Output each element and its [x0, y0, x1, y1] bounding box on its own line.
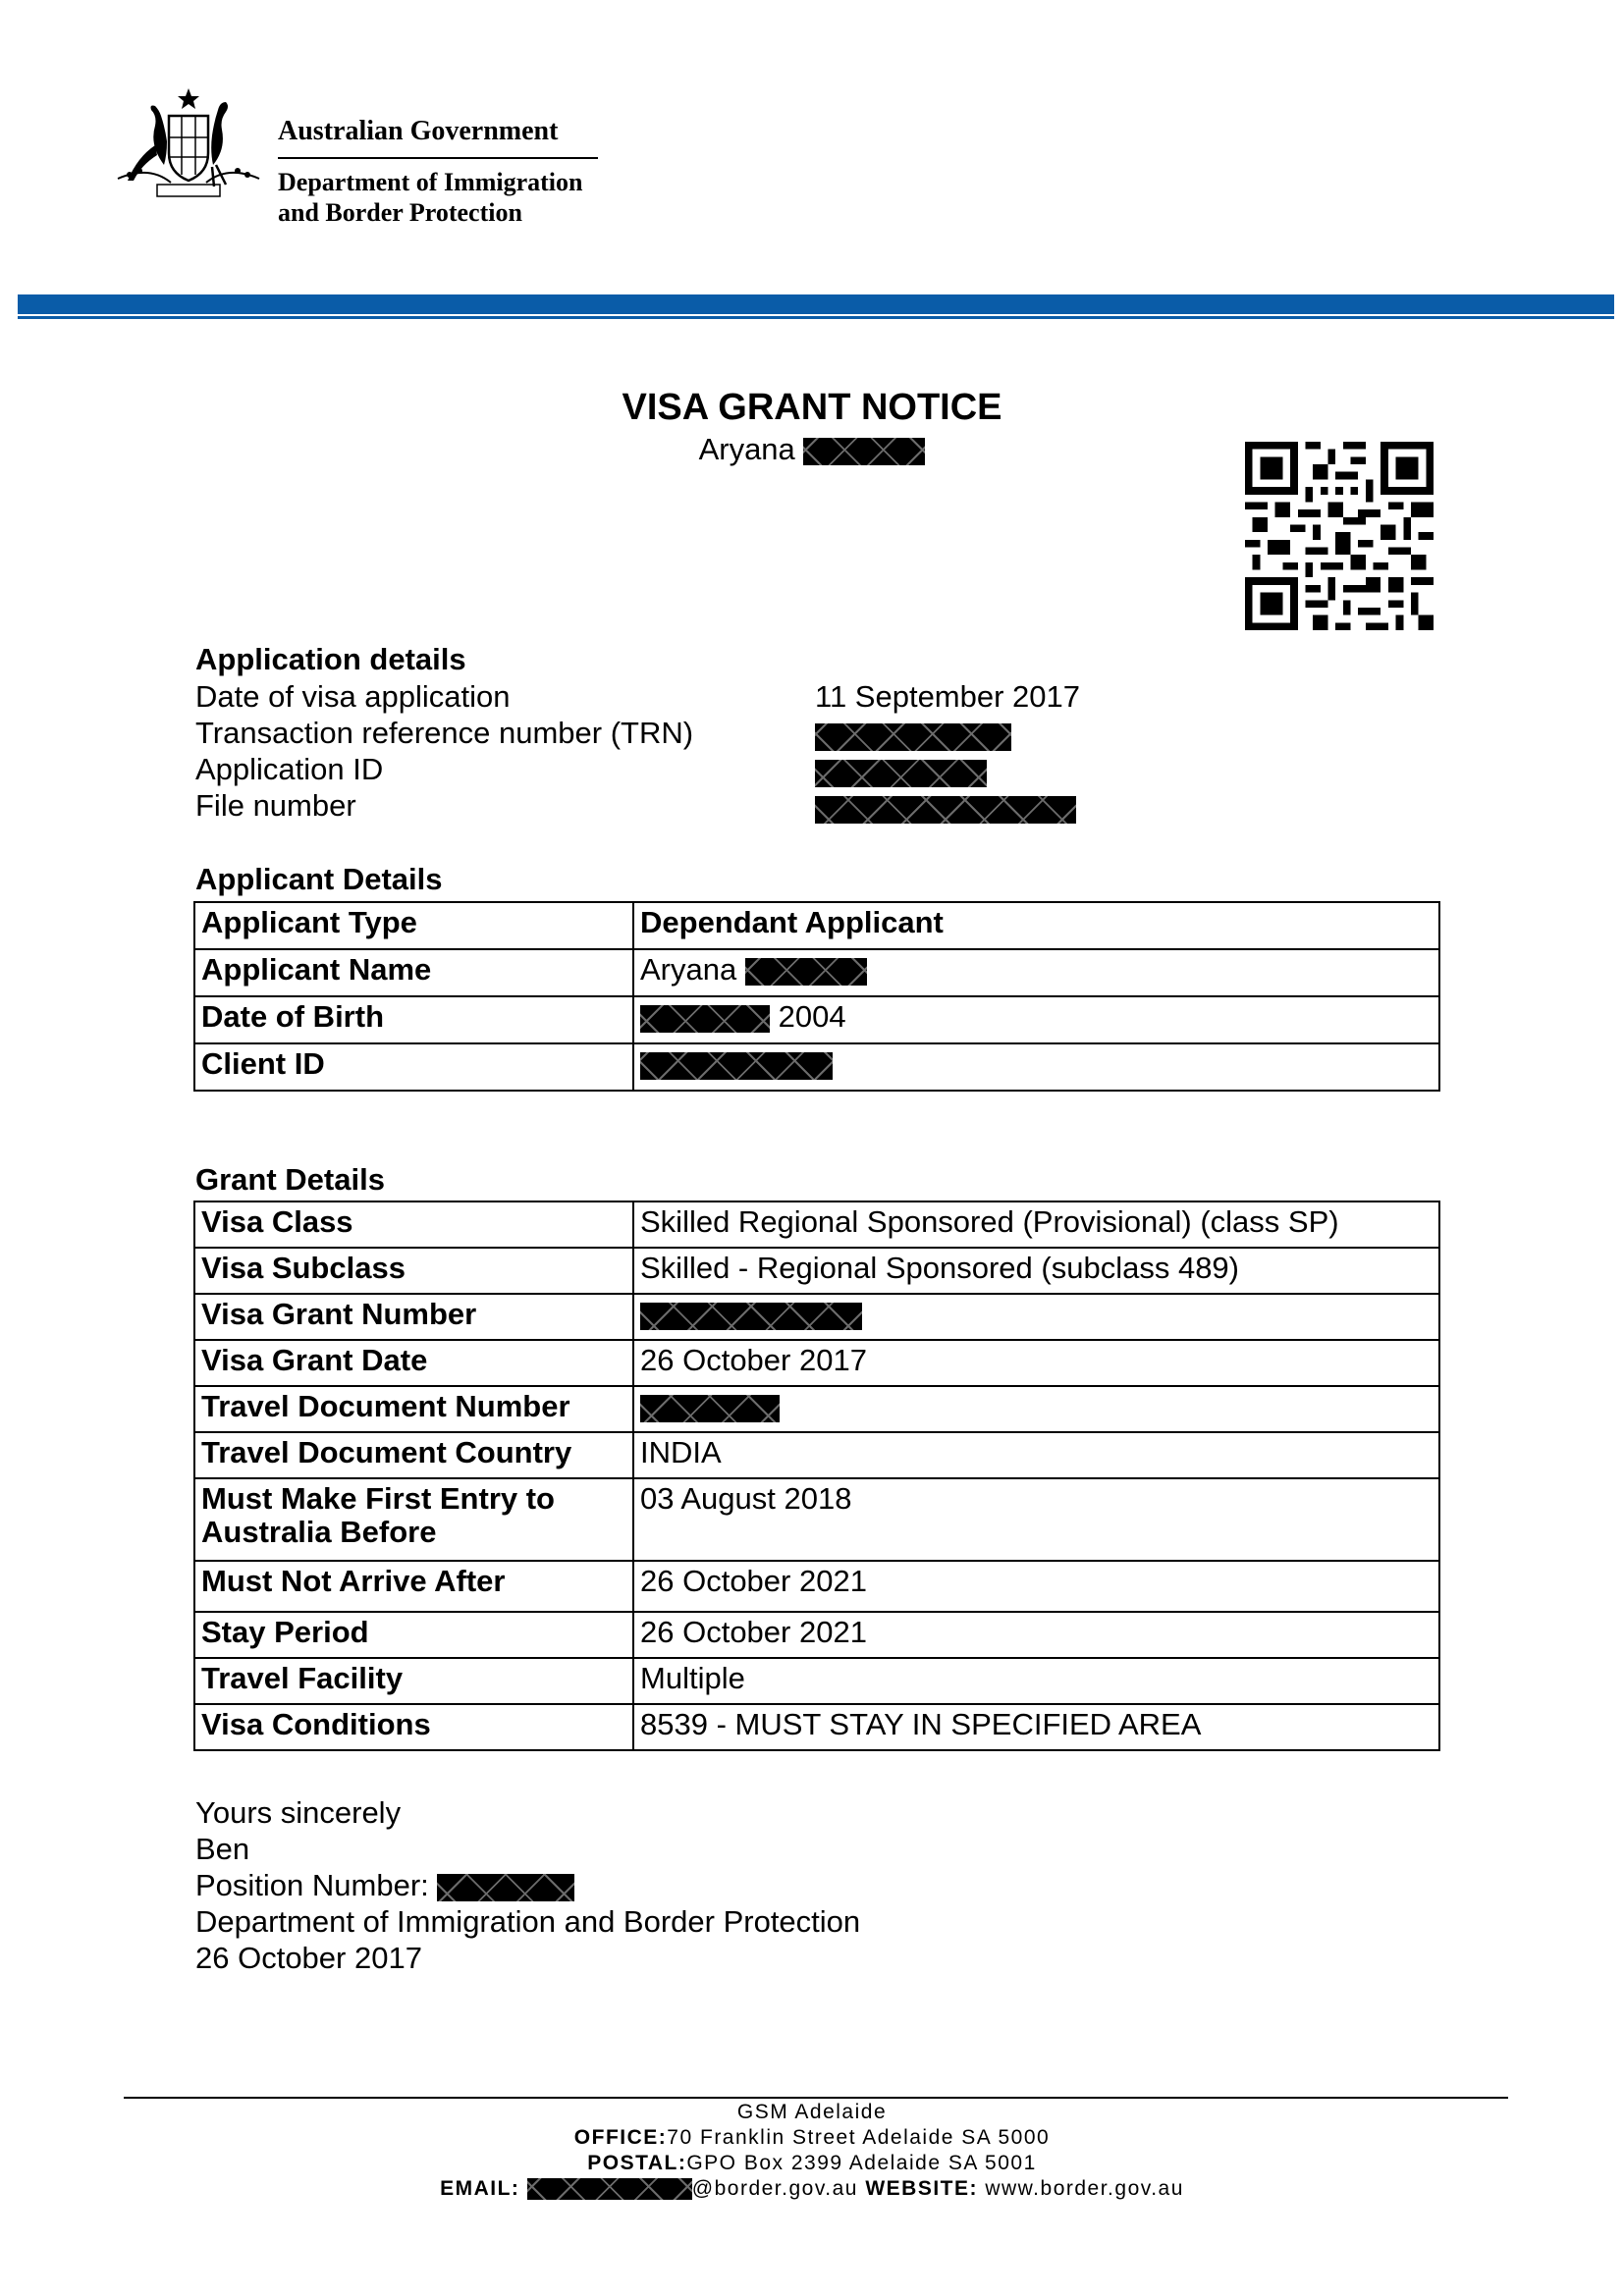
footer-postal-label: POSTAL: [587, 2152, 687, 2174]
redaction-block [815, 723, 1011, 751]
list-item [195, 752, 1177, 788]
table-cell-label: Travel Facility [194, 1658, 633, 1704]
table-cell-label [194, 1478, 633, 1561]
redaction-block [527, 2178, 692, 2200]
table-cell-label: Date of Birth [194, 996, 633, 1043]
signatory-name: Ben [195, 1832, 250, 1866]
table-cell-value: Skilled Regional Sponsored (Provisional) (class SP) [633, 1201, 1439, 1248]
list-item [195, 788, 1177, 825]
table-cell-value: INDIA [633, 1432, 1439, 1478]
table-cell-label: Travel Document Number [194, 1386, 633, 1432]
footer-email-domain: @border.gov.au [691, 2177, 858, 2200]
table-row [194, 1340, 1439, 1386]
signoff-date: 26 October 2017 [195, 1941, 422, 1975]
table-row [194, 1612, 1439, 1658]
table-row [194, 1201, 1439, 1248]
signoff-department: Department of Immigration and Border Protection [195, 1904, 861, 1939]
table-cell-label: Stay Period [194, 1612, 633, 1658]
table-cell-value: 26 October 2017 [633, 1340, 1439, 1386]
redaction-block [437, 1874, 574, 1901]
trn-label: Transaction reference number (TRN) [195, 716, 694, 750]
department-name [278, 167, 583, 228]
closing-text: Yours sincerely [195, 1795, 402, 1830]
position-number-line [195, 1867, 860, 1903]
table-cell-label: Visa Grant Date [194, 1340, 633, 1386]
table-cell-label: Visa Class [194, 1201, 633, 1248]
applicant-details-table [193, 901, 1440, 1092]
table-cell-value: 8539 - MUST STAY IN SPECIFIED AREA [633, 1704, 1439, 1750]
application-id-label: Application ID [195, 752, 384, 786]
grant-details-table [193, 1201, 1440, 1751]
footer-office-label: OFFICE: [573, 2126, 668, 2149]
table-cell-value [633, 1294, 1439, 1340]
table-row [194, 1478, 1439, 1561]
date-of-application-value: 11 September 2017 [815, 679, 1081, 714]
redaction-block [640, 1303, 862, 1330]
footer-office-name: GSM Adelaide [736, 2101, 888, 2123]
table-cell-value: 26 October 2021 [633, 1612, 1439, 1658]
grant-details-heading: Grant Details [195, 1162, 385, 1197]
redaction-block [745, 958, 867, 986]
position-number-label: Position Number: [195, 1868, 429, 1902]
department-line-1: Department of Immigration [278, 168, 583, 196]
applicant-name-value: Aryana [640, 952, 737, 987]
table-cell-label: Travel Document Country [194, 1432, 633, 1478]
table-cell-value [633, 996, 1439, 1043]
applicant-details-heading: Applicant Details [195, 862, 443, 896]
footer-website-link[interactable]: www.border.gov.au [985, 2177, 1184, 2200]
footer-contact-line [0, 2177, 1624, 2201]
signoff-block [195, 1794, 860, 1976]
table-row [194, 1658, 1439, 1704]
file-number-label: File number [195, 788, 356, 823]
table-row [194, 1248, 1439, 1294]
table-cell-value: Skilled - Regional Sponsored (subclass 489) [633, 1248, 1439, 1294]
table-cell-value: Dependant Applicant [633, 902, 1439, 949]
table-cell-value [633, 949, 1439, 996]
qr-code [1245, 442, 1434, 630]
table-cell-value [633, 1386, 1439, 1432]
footer-website-label: WEBSITE: [865, 2177, 978, 2200]
redaction-block [640, 1005, 770, 1033]
application-details-heading: Application details [195, 642, 466, 676]
footer-email-label: EMAIL: [440, 2177, 520, 2200]
table-cell-label: Visa Conditions [194, 1704, 633, 1750]
header-blue-rule [18, 316, 1614, 319]
table-row [194, 902, 1439, 949]
table-cell-value [633, 1043, 1439, 1091]
footer-office-line [0, 2126, 1624, 2150]
table-cell-label: Client ID [194, 1043, 633, 1091]
applicant-first-name: Aryana [698, 432, 795, 466]
header-divider [278, 157, 598, 159]
table-cell-label: Applicant Type [194, 902, 633, 949]
redaction-block [803, 438, 925, 465]
department-line-2: and Border Protection [278, 198, 522, 227]
header-blue-bar [18, 294, 1614, 314]
footer-divider [124, 2097, 1508, 2099]
redaction-block [815, 796, 1076, 824]
redaction-block [640, 1052, 833, 1080]
table-cell-value: 26 October 2021 [633, 1561, 1439, 1612]
table-cell-value: 03 August 2018 [633, 1478, 1439, 1561]
redaction-block [640, 1395, 780, 1422]
table-row [194, 949, 1439, 996]
table-row [194, 1432, 1439, 1478]
application-details-list [195, 679, 1177, 825]
first-entry-label-line-1: Must Make First Entry to [201, 1481, 555, 1516]
table-cell-value: Multiple [633, 1658, 1439, 1704]
footer-office-value: 70 Franklin Street Adelaide SA 5000 [667, 2126, 1051, 2149]
table-row [194, 1043, 1439, 1091]
table-cell-label: Visa Grant Number [194, 1294, 633, 1340]
date-of-application-label: Date of visa application [195, 679, 511, 714]
table-cell-label: Must Not Arrive After [194, 1561, 633, 1612]
table-cell-label: Applicant Name [194, 949, 633, 996]
table-row [194, 996, 1439, 1043]
table-row [194, 1386, 1439, 1432]
list-item [195, 679, 1177, 716]
list-item [195, 716, 1177, 752]
footer-postal-value: GPO Box 2399 Adelaide SA 5001 [686, 2152, 1037, 2174]
page-title: VISA GRANT NOTICE [622, 387, 1002, 428]
date-of-birth-year: 2004 [778, 999, 846, 1034]
australian-coat-of-arms-icon [110, 86, 267, 204]
government-title: Australian Government [278, 116, 559, 146]
redaction-block [815, 760, 987, 787]
table-row [194, 1561, 1439, 1612]
table-cell-label: Visa Subclass [194, 1248, 633, 1294]
footer-postal-line [0, 2152, 1624, 2175]
table-row [194, 1704, 1439, 1750]
first-entry-label-line-2: Australia Before [201, 1515, 437, 1549]
table-row [194, 1294, 1439, 1340]
